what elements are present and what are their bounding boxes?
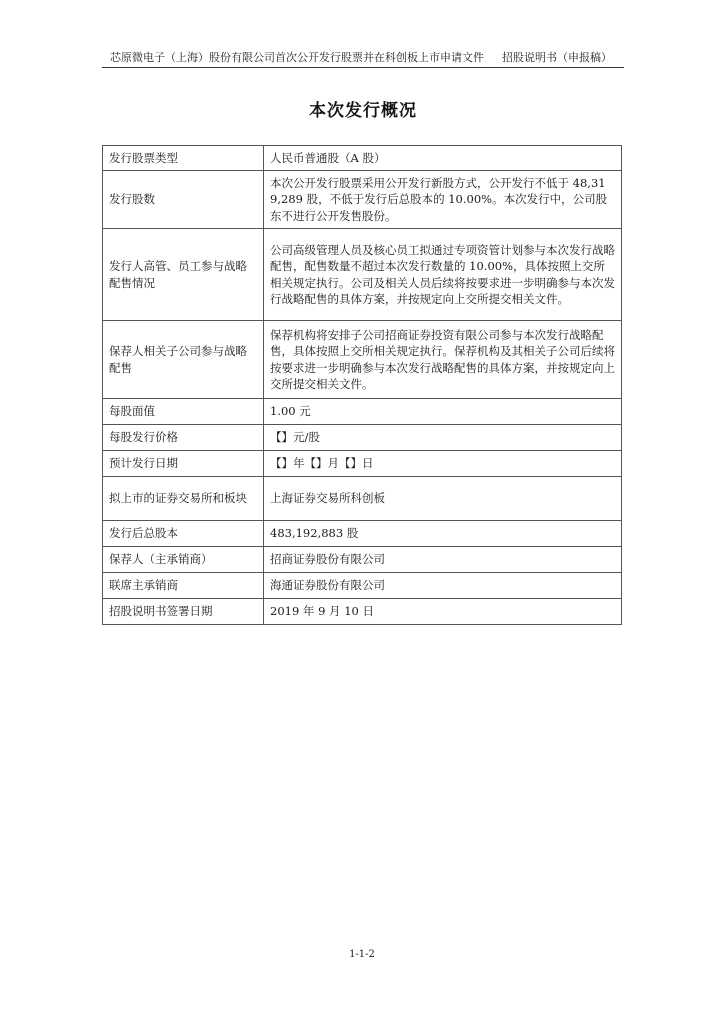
row-label: 保荐人相关子公司参与战略配售 bbox=[103, 321, 264, 399]
table-row bbox=[103, 573, 622, 599]
table-row bbox=[103, 477, 622, 521]
row-value: 公司高级管理人员及核心员工拟通过专项资管计划参与本次发行战略配售，配售数量不超过本次发行数量的 10.00%，具体按照上交所相关规定执行。公司及相关人员后续将按要求进一步明确参与本次发行战略配售的具体方案，并按规定向上交所提交相关文件。 bbox=[264, 229, 622, 321]
row-value: 483,192,883 股 bbox=[264, 521, 622, 547]
table-row bbox=[103, 229, 622, 321]
table-row bbox=[103, 521, 622, 547]
row-value: 本次公开发行股票采用公开发行新股方式，公开发行不低于 48,319,289 股，不低于发行后总股本的 10.00%。本次发行中，公司股东不进行公开发售股份。 bbox=[264, 171, 622, 229]
row-value: 1.00 元 bbox=[264, 399, 622, 425]
page-number: 1-1-2 bbox=[349, 949, 375, 960]
row-label: 发行股票类型 bbox=[103, 146, 264, 171]
header-document-name: 芯原微电子（上海）股份有限公司首次公开发行股票并在科创板上市申请文件 bbox=[110, 51, 484, 64]
row-value: 【】元/股 bbox=[264, 425, 622, 451]
table-row bbox=[103, 451, 622, 477]
table-row bbox=[103, 547, 622, 573]
header-document-type: 招股说明书（申报稿） bbox=[502, 51, 612, 64]
row-value: 上海证券交易所科创板 bbox=[264, 477, 622, 521]
table-row bbox=[103, 321, 622, 399]
row-value: 海通证券股份有限公司 bbox=[264, 573, 622, 599]
table-row bbox=[103, 399, 622, 425]
offering-overview-table bbox=[102, 145, 622, 625]
row-label: 发行股数 bbox=[103, 171, 264, 229]
row-label: 发行后总股本 bbox=[103, 521, 264, 547]
row-label: 预计发行日期 bbox=[103, 451, 264, 477]
row-value: 保荐机构将安排子公司招商证券投资有限公司参与本次发行战略配售，具体按照上交所相关规定执行。保荐机构及其相关子公司后续将按要求进一步明确参与本次发行战略配售的具体方案，并按规定向上交所提交相关文件。 bbox=[264, 321, 622, 399]
row-value: 2019 年 9 月 10 日 bbox=[264, 599, 622, 625]
table-row bbox=[103, 599, 622, 625]
row-label: 联席主承销商 bbox=[103, 573, 264, 599]
row-value: 【】年【】月【】日 bbox=[264, 451, 622, 477]
row-value: 招商证券股份有限公司 bbox=[264, 547, 622, 573]
row-value: 人民币普通股（A 股） bbox=[264, 146, 622, 171]
row-label: 每股发行价格 bbox=[103, 425, 264, 451]
table-row bbox=[103, 425, 622, 451]
table-row bbox=[103, 171, 622, 229]
row-label: 招股说明书签署日期 bbox=[103, 599, 264, 625]
row-label: 每股面值 bbox=[103, 399, 264, 425]
row-label: 发行人高管、员工参与战略配售情况 bbox=[103, 229, 264, 321]
row-label: 保荐人（主承销商） bbox=[103, 547, 264, 573]
page-title: 本次发行概况 bbox=[309, 101, 417, 121]
row-label: 拟上市的证券交易所和板块 bbox=[103, 477, 264, 521]
table-row bbox=[103, 146, 622, 171]
page-header bbox=[102, 50, 624, 68]
